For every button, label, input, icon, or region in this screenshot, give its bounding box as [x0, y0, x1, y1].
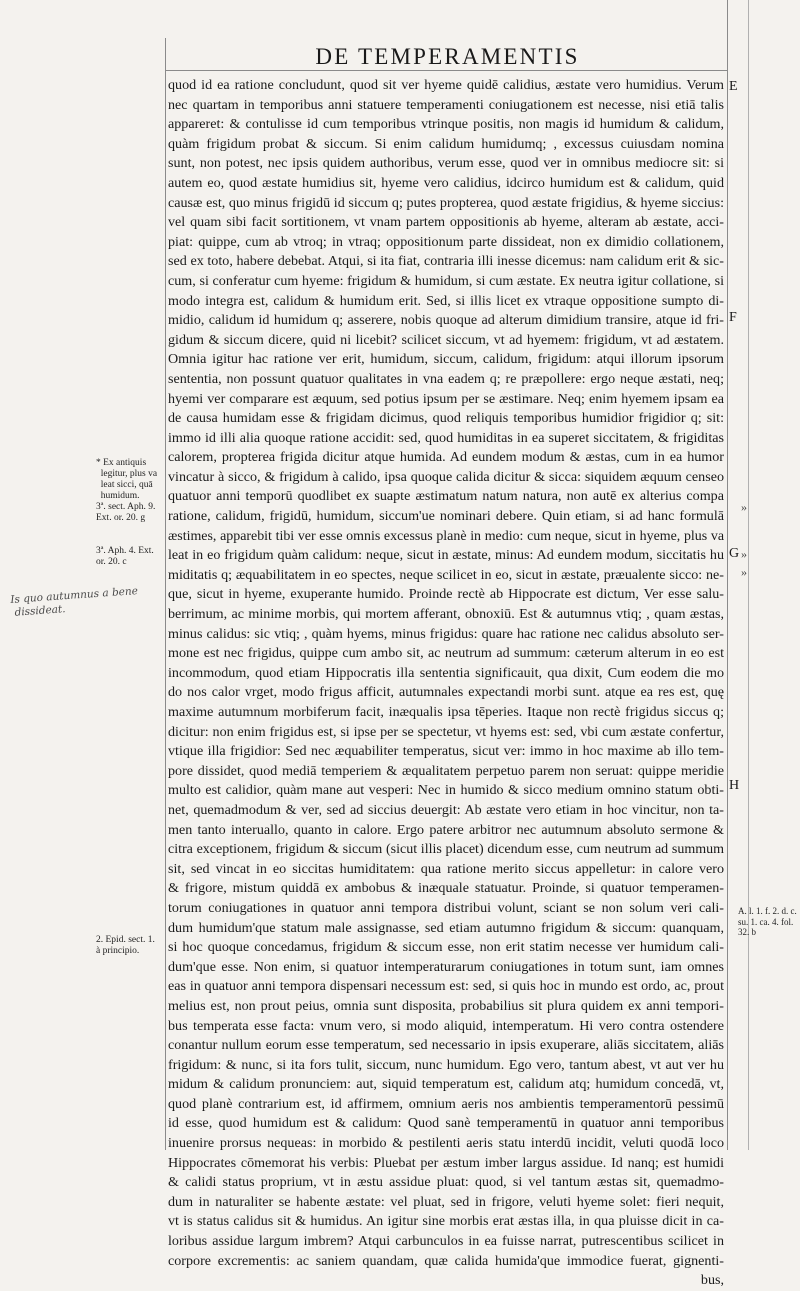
text-line: æstimes, apparebit tibi ver esse omnis excessus planè in medio: cum neque, sicut in hyeme, plus va — [168, 528, 724, 544]
margin-note-right-1: A. l. 1. f. 2. d. c. su. 1. ca. 4. fol. 32. b — [738, 906, 797, 937]
text-line: immo id illi alia quoque ratione accidit: sed, quod humiditas in ea superet siccitatem, & frigiditas — [168, 429, 724, 446]
text-line: dicitur: non enim frigidus est, si ipse per se spectetur, vt hyems est: sed, vbi cum æstate confertur, — [168, 723, 724, 740]
text-line: midum & calidum pronunciem: aut, siquid temperatum est, calidum atq; humidum concedā, vt, — [168, 1076, 724, 1093]
text-line: inuenire prorsus nequeas: in morbido & pestilenti aeris statu interdū incidit, veluti quodā loco — [168, 1135, 724, 1152]
text-line: quod id ea ratione concludunt, quod sit ver hyeme quidē calidius, æstate vero humidius. Verum — [168, 77, 724, 93]
text-line: dum humidum'que statum male assignasse, sed etiam autumno frigidum & siccum: quanquam, — [168, 919, 724, 936]
text-line: calorem, propterea frigida dicitur atque humida. Ad eundem modum & æstas, cum in ea humor — [168, 449, 724, 466]
text-line: berrimum, ac minime morbis, qui mortem afferant, obnoxiū. Est & autumnus vtiq; , quam æstas, — [168, 606, 724, 623]
text-line: Hippocrates cōmemorat his verbis: Pluebat per æstum imber largus assidue. Id nanq; est humidi — [168, 1154, 724, 1171]
text-line: piat: quippe, cum ab vtroq; in vtraq; oppositionum parte dissideat, non ex dimidio collationem, — [168, 233, 724, 250]
margin-note-left-1: * Ex antiquis legitur, plus va leat sicci, quā humidum. 3ª. sect. Aph. 9. Ext. or. 20. g — [96, 458, 158, 523]
margin-note-left-3: 2. Epid. sect. 1. à principio. — [96, 935, 155, 956]
text-line: quàm frigidum probat & siccum. Si enim calidum humidumq; , excessus cuiusdam nomina — [168, 135, 724, 152]
text-line: si hoc quoque concedamus, frigidum & siccum esse, non erit statim necesse ver humidum cali- — [168, 939, 724, 956]
section-letter-e: E — [729, 79, 738, 94]
text-line: causæ est, quo minus frigidū id siccum q; putes propterea, quod æstate frigidius, & hyeme siccius: — [168, 194, 724, 211]
text-line: pore dissidet, quod mediā temperiem & æqualitatem perpetuo parem non seruat: quippe meridie — [168, 762, 724, 779]
text-line: vt is status calidus sit & humidus. An igitur sine morbis erat æstas illa, in qua pluisse dicit in ca- — [168, 1213, 724, 1230]
text-line: men tanto interuallo, quanto in calore. Ergo patere arbitror nec autumnum absoluto sermone & — [168, 821, 724, 838]
text-line: hyemi ver comparare est æquum, sed potius ipsum per se æstimare. Neq; enim hyemem ipsam ea — [168, 390, 724, 407]
text-line: corpore excrementis: ac saniem quandam, quæ calida humida'que immodice fuerat, gignenti- — [168, 1252, 724, 1269]
text-line: bus temperata esse facta: vnum vero, si modo aliquid, intemperatum. Hi vero contra ostendere — [168, 1017, 724, 1034]
text-line: appareret: & contulisse id cum temporibus vtrinque positis, non magis id humidum & calidum, — [168, 116, 724, 133]
text-line: eas in quatuor anni tempora dispensari necessum est: sed, si quis hoc in mundo est ordo, ac, prout — [168, 978, 724, 995]
text-line: & frigore, mistum quiddā ex ambobus & inæquale statuatur. Proinde, si quatuor temperamen- — [168, 880, 724, 897]
text-line: quod planè contrarium est, id affirmem, omnium aeris nos ambientis temperamentorū pessimū — [168, 1095, 724, 1112]
text-line: loribus assidue largum imbrem? Atqui carbunculos in ea fuisse narrat, putrescentibus scilicet in — [168, 1233, 724, 1250]
text-line: cum, si conferatur cum hyeme: frigidum & humidum, si cum æstate. Ex neutra igitur collatione, si — [168, 272, 724, 289]
text-line: frigidum: & nunc, si ita fors tulit, siccum, nunc humidum. Ego vero, tantum abest, vt aut ver hu — [168, 1056, 724, 1073]
text-line: quatuor anni temporū quodlibet ex suapte æstimatum natum natura, non autē ex alterius compa — [168, 488, 724, 505]
handwritten-annotation: Is quo autumnus a bene dissideat. — [10, 585, 139, 619]
text-line: incommodum, quod etiam Hippocratis illa sententia significauit, qua dixit, Cum eodem die mo — [168, 664, 724, 681]
text-line: net, quemadmodum & ver, sed ad siccius deuergit: Ab æstate vero etiam in hoc vincitur, non ta- — [168, 801, 724, 818]
left-column-rule — [165, 38, 166, 1150]
text-line: mone est nec frigidus, quippe cum ambo sit, ac neutrum ad summum: cæterum alterum in eo est — [168, 645, 724, 662]
text-line: modo integra est, calidum & humidum erit. Sed, si illis licet ex vtraque oppositione sumpto di- — [168, 292, 724, 309]
header-rule — [165, 70, 728, 71]
text-line: sed ex toto, habere debebat. Atqui, si ita fiat, contraria illi inesse dicemus: nam calidum erit & sic- — [168, 253, 724, 270]
section-letter-h: H — [729, 778, 740, 793]
text-line: & calidi status proprium, vt in æstu assidue pluat: quod, si vel tantum æstas sit, quemadmo- — [168, 1174, 724, 1191]
text-line: vel quam sibi facit sortitionem, vt vnam partem oppositionis ab hyeme, alteram ab æstate, acci- — [168, 214, 724, 231]
right-column-rule — [727, 0, 728, 1150]
text-line: melius est, non prout peius, omnia sunt disposita, probabilius sit plura quidem ex anni tempori- — [168, 997, 724, 1014]
text-line: sit, sed vincat in eo siccitas humiditatem: qua ratione merito siccus appelletur: in calore vero — [168, 860, 724, 877]
text-line: midio, calidum id humidum q; asserere, nobis quoque ad alterum dimidium transire, atque id fri- — [168, 312, 724, 329]
guillemet-marker-3: » — [741, 565, 747, 579]
text-line: leat in eo frigidum quàm calidum: neque, sicut in æstate, minus: Ad eundem modum, siccitatis hu — [168, 547, 724, 564]
outer-margin-rule — [748, 0, 749, 1150]
text-line: id esse, quod humidum est & calidum: Quod sanè temperamentū in quatuor anni temporibus — [168, 1115, 724, 1132]
main-text-block — [168, 76, 724, 1289]
text-line: autem eo, quod æstate humidius sit, hyeme vero calidius, idcirco humidum est & calidum, quid — [168, 174, 724, 191]
text-line: multo est calidior, quàm mane aut vesperi: Nec in humido & sicco medium omnino statum obti- — [168, 782, 724, 799]
text-line: vincatur à sicco, & frigidum à calido, ipsa quoque calida dicitur & sicca: siquidem æquum censeo — [168, 468, 724, 485]
guillemet-marker-2: » — [741, 547, 747, 561]
text-line: de causa humidam esse & frigidam dicimus, quod reliquis temporibus humidior frigidior q; sit: — [168, 410, 724, 427]
section-letter-f: F — [729, 310, 737, 325]
text-line: vtique illa frigidior: Sed nec æquabiliter temperatus, sicut ver: immo in hoc maxime ab illo tem- — [168, 743, 724, 760]
text-line: torum coniugationes in quatuor anni tempora distribui volunt, sciant se non solum veri cali- — [168, 899, 724, 916]
text-line: sunt, non potest, nec ipsis quidem authoribus, verum esse, quod ver in omnibus mediocre sit: si — [168, 155, 724, 172]
text-line: maxime autumnum morbiferum facit, inæqualis ipsa tēperies. Itaque non rectè frigidus siccus q; — [168, 704, 724, 720]
text-line: Omnia igitur hac ratione ver erit, humidum, siccum, calidum, frigidum: atqui illorum ipsorum — [168, 351, 724, 368]
text-line: bus, — [700, 1272, 724, 1289]
margin-note-left-2: 3ª. Aph. 4. Ext. or. 20. c — [96, 546, 154, 567]
text-line: dum in naturaliter se habente æstate: vel pluat, sed in frigore, veluti hyeme solet: fieri nequit, — [168, 1193, 724, 1210]
text-line: miditatis q; æquabilitatem in eo spectes, neque scilicet in eo, sicut in æstate, præualente sicco: ne- — [168, 566, 724, 583]
text-line: nec quartam in temporibus anni statuere temperamenti coniugationem est necesse, nisi etiā talis — [168, 96, 724, 113]
text-line: minus calidus: sic vtiq; , quàm hyems, minus frigidus: quare hac ratione nec calidus absoluto ser- — [168, 625, 724, 642]
text-line: do nos calor vrget, modo frigus afficit, autumnales expectandi morbi sunt. atque ea res est, quę — [168, 684, 724, 701]
text-line: sententia, non possunt quatuor qualitates in vna eadem q; re præpollere: ergo neque æstati, neq; — [168, 370, 724, 387]
text-line: conantur nullum eorum esse temperatum, sed necessario in ipsis exuperare, aliās siccitatem, aliās — [168, 1037, 724, 1054]
running-head: DE TEMPERAMENTIS — [315, 44, 580, 69]
text-line: ratione, calidum, frigidū, humidum, siccum'ue nominari debere. Quin etiam, si ad hanc formulā — [168, 508, 724, 525]
text-line: gidum & siccum dicere, quid ni licebit? scilicet siccum, vt ad hyemem: frigidum, vt ad æstatem. — [168, 331, 724, 348]
text-line: dum'que esse. Non enim, si quatuor intemperaturarum coniugationes in totum sunt, iam omnes — [168, 958, 724, 975]
section-letter-g: G — [729, 546, 740, 561]
text-line: que, sicut in hyeme, exuperante humido. Proinde rectè ab Hippocrate est dictum, Ver esse salu- — [168, 586, 724, 603]
text-line: citra exceptionem, frigidum & siccum (sicut illis placet) dicendum esse, cum neutrum ad summum — [168, 842, 724, 858]
guillemet-marker-1: » — [741, 500, 747, 514]
